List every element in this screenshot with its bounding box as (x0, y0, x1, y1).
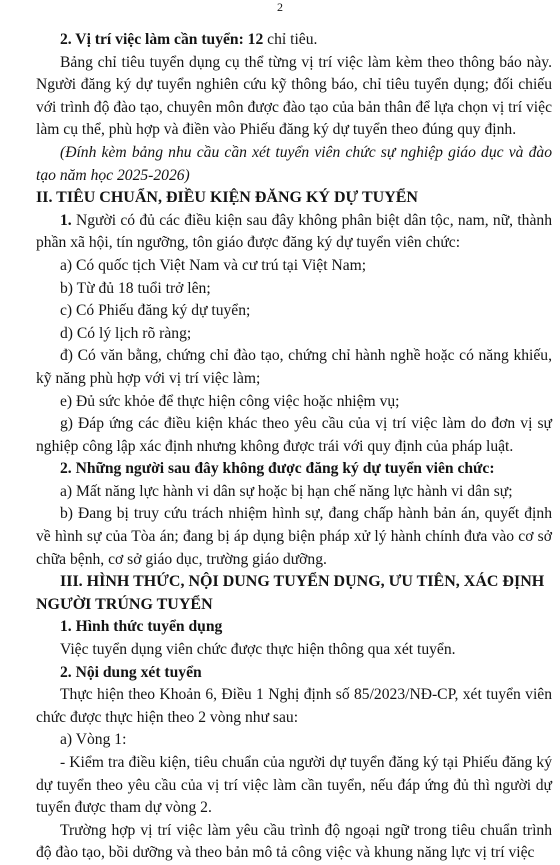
section-iii-sub-1-heading: 1. Hình thức tuyển dụng (60, 618, 223, 636)
section-iii-sub-2-heading: 2. Nội dung xét tuyển (60, 663, 202, 681)
round-1-label: a) Vòng 1: (60, 731, 127, 749)
section-iii-title: III. HÌNH THỨC, NỘI DUNG TUYỂN DỤNG, ƯU TIÊN, XÁC ĐỊNH NGƯỜI TRÚNG TUYỂN (36, 573, 545, 613)
section-iii-sub-1-text: Việc tuyển dụng viên chức được thực hiện thông qua xét tuyển. (60, 641, 456, 659)
page-number: 2 (277, 0, 283, 14)
condition-item: d) Có lý lịch rõ ràng; (60, 324, 192, 342)
condition-item: đ) Có văn bằng, chứng chỉ đào tạo, chứng chỉ hành nghề hoặc có năng khiếu, kỹ năng phù hợp với vị trí việc làm; (36, 347, 552, 387)
round-1-bullet: - Kiểm tra điều kiện, tiêu chuẩn của người dự tuyển đăng ký tại Phiếu đăng ký dự tuyển theo yêu cầu của vị trí việc làm cần tuyển, nếu đáp ứng đủ thì người dự tuyển được tham dự vòng 2. (36, 754, 552, 817)
positions-heading-suffix: chỉ tiêu. (263, 31, 318, 48)
condition-item: c) Có Phiếu đăng ký dự tuyển; (60, 302, 251, 320)
condition-item: a) Có quốc tịch Việt Nam và cư trú tại Việt Nam; (60, 256, 367, 274)
section-ii-item-1-text: Người có đủ các điều kiện sau đây không phân biệt dân tộc, nam, nữ, thành phần xã hội, tín ngưỡng, tôn giáo được đăng ký dự tuyển viên chức: (36, 211, 552, 252)
positions-heading (36, 29, 552, 52)
positions-paragraph: Bảng chỉ tiêu tuyển dụng cụ thể từng vị trí việc làm kèm theo thông báo này. Người đăng ký dự tuyển nghiên cứu kỹ thông báo, chỉ tiêu tuyển dụng; đối chiếu với trình độ đào tạo, chuyên môn được đào tạo của bản thân để lựa chọn vị trí việc làm cụ thể, phù hợp và điền vào Phiếu đăng ký dự tuyển theo đúng quy định. (36, 53, 552, 139)
document-body (36, 29, 552, 865)
condition-item: e) Đủ sức khỏe để thực hiện công việc hoặc nhiệm vụ; (60, 392, 400, 410)
positions-note: (Đính kèm bảng nhu cầu cần xét tuyển viên chức sự nghiệp giáo dục và đào tạo năm học 2025-2026) (36, 143, 552, 184)
section-ii-item-1 (36, 210, 552, 255)
exclusion-item: b) Đang bị truy cứu trách nhiệm hình sự, đang chấp hành bản án, quyết định về hình sự của Tòa án; đang bị áp dụng biện pháp xử lý hành chính đưa vào cơ sở chữa bệnh, cơ sở giáo dục, trường giáo dưỡng. (36, 505, 552, 568)
condition-item: b) Từ đủ 18 tuổi trở lên; (60, 279, 211, 297)
condition-item: g) Đáp ứng các điều kiện khác theo yêu cầu của vị trí việc làm do đơn vị sự nghiệp công lập xác định nhưng không được trái với quy định của pháp luật. (36, 415, 552, 455)
section-iii-sub-2-text: Thực hiện theo Khoản 6, Điều 1 Nghị định số 85/2023/NĐ-CP, xét tuyển viên chức được thực hiện theo 2 vòng như sau: (36, 686, 552, 726)
section-ii-title: II. TIÊU CHUẨN, ĐIỀU KIỆN ĐĂNG KÝ DỰ TUYỂN (36, 189, 418, 207)
exclusion-item: a) Mất năng lực hành vi dân sự hoặc bị hạn chế năng lực hành vi dân sự; (60, 482, 513, 500)
section-ii-item-2-heading: 2. Những người sau đây không được đăng ký dự tuyển viên chức: (60, 460, 495, 478)
round-1-case: Trường hợp vị trí việc làm yêu cầu trình độ ngoại ngữ trong tiêu chuẩn trình độ đào tạo, bồi dưỡng và theo bản mô tả công việc và khung năng lực vị trí việc (36, 821, 552, 862)
positions-heading-label: 2. Vị trí việc làm cần tuyển: 12 (60, 31, 264, 48)
section-ii-item-1-number: 1. (60, 211, 72, 229)
